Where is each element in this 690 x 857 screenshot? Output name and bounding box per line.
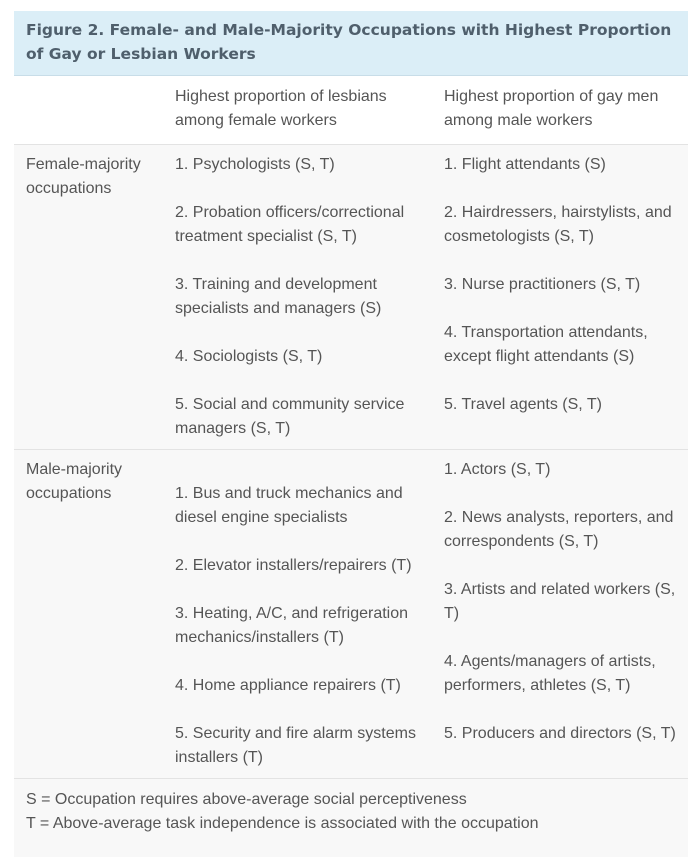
figure-caption: Figure 2. Female- and Male-Majority Occupations with Highest Proportion of Gay or Lesbian Workers [14,11,688,76]
list-item: 3. Nurse practitioners (S, T) [444,276,641,293]
list-item: 4. Sociologists (S, T) [175,348,323,365]
note-task-independence: T = Above-average task independence is associated with the occupation [26,815,539,832]
male-majority-gay-list [432,450,688,779]
list-item: 4. Agents/managers of artists, performers, athletes (S, T) [444,653,656,694]
figure [14,11,688,857]
list-item: 4. Home appliance repairers (T) [175,677,401,694]
list-item: 3. Artists and related workers (S, T) [444,581,676,622]
female-majority-gay-list [432,145,688,450]
header-gay-column: Highest proportion of gay men among male workers [432,76,688,145]
header-lesbian-column: Highest proportion of lesbians among female workers [163,76,432,145]
table-row-female-majority [14,145,688,450]
header-blank-cell [14,76,163,145]
list-item: 2. Elevator installers/repairers (T) [175,557,412,574]
row-label-female-majority: Female-majority occupations [14,145,163,450]
table-notes [14,778,688,857]
list-item: 2. News analysts, reporters, and correspondents (S, T) [444,509,674,550]
list-item: 2. Probation officers/correctional treatment specialist (S, T) [175,204,405,245]
list-item: 5. Producers and directors (S, T) [444,725,676,742]
list-item: 1. Psychologists (S, T) [175,156,335,173]
note-social-perceptiveness: S = Occupation requires above-average social perceptiveness [26,791,467,808]
table-row-male-majority [14,450,688,779]
list-item: 5. Security and fire alarm systems installers (T) [175,725,416,766]
list-item: 3. Heating, A/C, and refrigeration mechanics/installers (T) [175,605,409,646]
table-header-row [14,76,688,145]
occupations-table [14,76,688,778]
female-majority-lesbian-list [163,145,432,450]
list-item: 3. Training and development specialists and managers (S) [175,276,382,317]
list-spacer [175,458,422,482]
list-item: 1. Actors (S, T) [444,461,551,478]
list-item: 5. Travel agents (S, T) [444,396,602,413]
list-item: 2. Hairdressers, hairstylists, and cosmetologists (S, T) [444,204,672,245]
list-item: 1. Flight attendants (S) [444,156,606,173]
list-item: 5. Social and community service managers (S, T) [175,396,405,437]
list-item: 1. Bus and truck mechanics and diesel engine specialists [175,485,403,526]
list-item: 4. Transportation attendants, except flight attendants (S) [444,324,648,365]
row-label-male-majority: Male-majority occupations [14,450,163,779]
male-majority-lesbian-list [163,450,432,779]
